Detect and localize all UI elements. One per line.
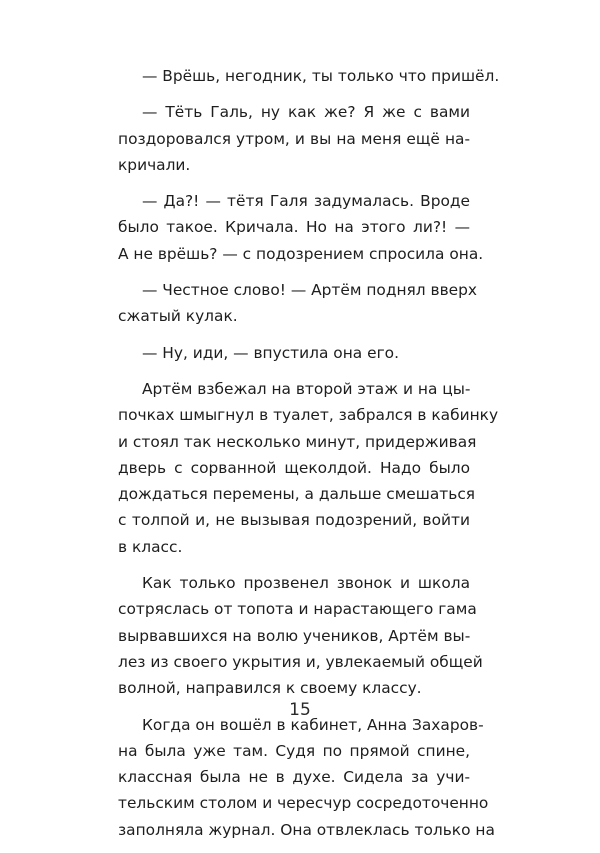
paragraph [118, 570, 483, 701]
text-line: Артём взбежал на второй этаж и на цы- [142, 379, 471, 398]
text-line: сотряслась от топота и нарастающего гама [118, 600, 477, 619]
text-line: — Да?! — тётя Галя задумалась. Вроде [142, 192, 470, 211]
paragraph [118, 277, 478, 330]
text-line: было такое. Кричала. Но на этого ли?! — [118, 218, 470, 237]
text-line: и стоял так несколько минут, придерживая [118, 432, 477, 451]
text-line: — Ну, иди, — впустила она его. [142, 343, 399, 362]
paragraph [118, 63, 500, 89]
text-line: на была уже там. Судя по прямой спине, [118, 741, 470, 760]
text-line: в класс. [118, 537, 183, 556]
text-line: волной, направился к своему классу. [118, 679, 422, 698]
text-line: лез из своего укрытия и, увлекаемый общей [118, 652, 483, 671]
text-line: вырвавшихся на волю учеников, Артём вы- [118, 626, 471, 645]
text-line: дождаться перемены, а дальше смешаться [118, 485, 476, 504]
text-line: — Врёшь, негодник, ты только что пришёл. [142, 67, 500, 85]
paragraph [118, 188, 484, 267]
text-line: кричали. [118, 155, 191, 174]
text-line: поздоровался утром, и вы на меня ещё на- [118, 129, 470, 148]
text-line: — Честное слово! — Артём поднял вверх [142, 281, 478, 300]
page-number: 15 [289, 700, 311, 720]
text-line: с толпой и, не вызывая подозрений, войти [118, 511, 470, 530]
text-line: заполняла журнал. Она отвлеклась только на [118, 820, 495, 839]
paragraph [118, 712, 495, 843]
paragraph [118, 376, 499, 560]
text-line: дверь с сорванной щеколдой. Надо было [118, 458, 470, 477]
text-line: Как только прозвенел звонок и школа [142, 574, 470, 593]
text-line: А не врёшь? — с подозрением спросила она. [118, 244, 484, 263]
text-line: классная была не в духе. Сидела за учи- [118, 768, 470, 787]
paragraph [118, 99, 470, 178]
body-text [118, 63, 500, 853]
text-line: почках шмыгнул в туалет, забрался в кабинку [118, 406, 499, 425]
text-line: тельским столом и чересчур сосредоточенно [118, 794, 489, 813]
text-line: сжатый кулак. [118, 307, 238, 326]
paragraph [118, 340, 470, 366]
text-line: — Тёть Галь, ну как же? Я же с вами [142, 103, 470, 122]
text-line: Когда он вошёл в кабинет, Анна Захаров- [142, 715, 484, 734]
